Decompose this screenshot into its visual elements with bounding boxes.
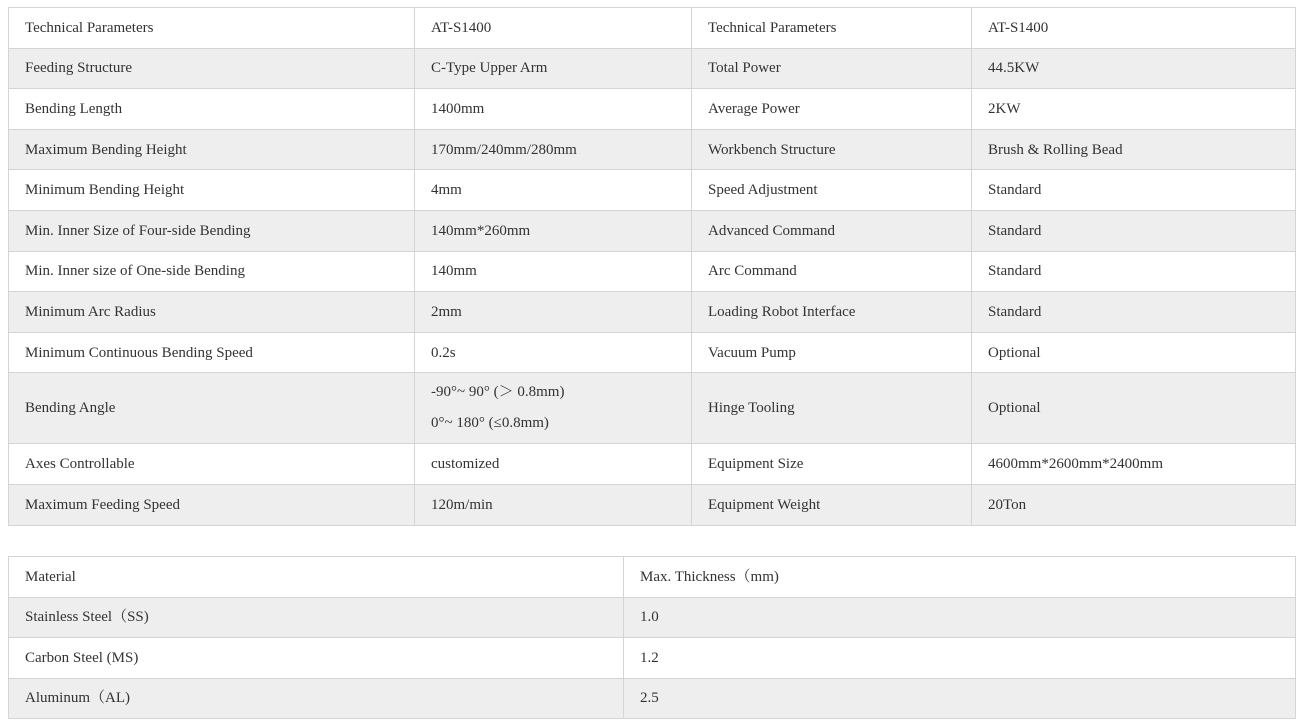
spec-cell: 140mm: [415, 251, 692, 292]
spec-cell: Hinge Tooling: [692, 373, 972, 444]
spec-row: [9, 8, 1296, 49]
spec-cell-line: 0°~ 180° (≤0.8mm): [431, 415, 549, 432]
spec-cell: Speed Adjustment: [692, 170, 972, 211]
spec-cell: Loading Robot Interface: [692, 292, 972, 333]
spec-cell: 120m/min: [415, 484, 692, 525]
spec-row: [9, 210, 1296, 251]
spec-cell-line: -90°~ 90° (＞ 0.8mm): [431, 384, 565, 401]
spec-cell: 0.2s: [415, 332, 692, 373]
material-row: [9, 638, 1296, 679]
spec-cell: [415, 373, 692, 444]
spec-cell: C-Type Upper Arm: [415, 48, 692, 89]
spec-row: [9, 129, 1296, 170]
spec-cell: Minimum Continuous Bending Speed: [9, 332, 415, 373]
material-cell: Stainless Steel（SS): [9, 597, 624, 638]
spec-cell: Workbench Structure: [692, 129, 972, 170]
spec-cell: Standard: [972, 210, 1296, 251]
spec-cell: Technical Parameters: [9, 8, 415, 49]
spec-cell: 44.5KW: [972, 48, 1296, 89]
material-row: [9, 557, 1296, 598]
spec-cell: Total Power: [692, 48, 972, 89]
spec-cell: Vacuum Pump: [692, 332, 972, 373]
spec-cell: Arc Command: [692, 251, 972, 292]
spec-cell: 2mm: [415, 292, 692, 333]
spec-cell: Feeding Structure: [9, 48, 415, 89]
spec-cell: customized: [415, 444, 692, 485]
material-cell: Aluminum（AL): [9, 678, 624, 719]
material-cell: Material: [9, 557, 624, 598]
spec-cell: Standard: [972, 251, 1296, 292]
spec-cell: Equipment Size: [692, 444, 972, 485]
spec-cell: Optional: [972, 332, 1296, 373]
spec-cell: AT-S1400: [415, 8, 692, 49]
spec-cell: Maximum Feeding Speed: [9, 484, 415, 525]
material-cell: Max. Thickness（mm): [624, 557, 1296, 598]
spec-cell: Advanced Command: [692, 210, 972, 251]
spec-cell: Average Power: [692, 89, 972, 130]
spec-cell: Min. Inner Size of Four-side Bending: [9, 210, 415, 251]
spec-cell: 140mm*260mm: [415, 210, 692, 251]
spec-row: [9, 170, 1296, 211]
spec-cell: Standard: [972, 292, 1296, 333]
spec-cell: 4mm: [415, 170, 692, 211]
spec-cell: Maximum Bending Height: [9, 129, 415, 170]
technical-parameters-body: [9, 8, 1296, 526]
spec-cell: 20Ton: [972, 484, 1296, 525]
spec-cell: Minimum Bending Height: [9, 170, 415, 211]
spec-row: [9, 444, 1296, 485]
spec-cell: Axes Controllable: [9, 444, 415, 485]
spec-row: [9, 484, 1296, 525]
spec-cell: Optional: [972, 373, 1296, 444]
spec-cell: Standard: [972, 170, 1296, 211]
spec-cell: Bending Angle: [9, 373, 415, 444]
material-row: [9, 597, 1296, 638]
spec-row: [9, 48, 1296, 89]
spec-cell: Brush & Rolling Bead: [972, 129, 1296, 170]
spec-row: [9, 251, 1296, 292]
spec-row: [9, 373, 1296, 444]
spec-cell: Bending Length: [9, 89, 415, 130]
material-thickness-table: [8, 556, 1296, 719]
spec-cell: Minimum Arc Radius: [9, 292, 415, 333]
spec-cell: Equipment Weight: [692, 484, 972, 525]
spec-row: [9, 332, 1296, 373]
spec-cell: 1400mm: [415, 89, 692, 130]
material-cell: 1.2: [624, 638, 1296, 679]
material-thickness-body: [9, 557, 1296, 719]
technical-parameters-table: [8, 7, 1296, 526]
spec-row: [9, 89, 1296, 130]
spec-cell: Technical Parameters: [692, 8, 972, 49]
material-cell: 1.0: [624, 597, 1296, 638]
spec-cell: 2KW: [972, 89, 1296, 130]
spec-cell: Min. Inner size of One-side Bending: [9, 251, 415, 292]
spec-cell: 4600mm*2600mm*2400mm: [972, 444, 1296, 485]
spec-cell: 170mm/240mm/280mm: [415, 129, 692, 170]
material-cell: Carbon Steel (MS): [9, 638, 624, 679]
spec-row: [9, 292, 1296, 333]
spec-cell: AT-S1400: [972, 8, 1296, 49]
material-cell: 2.5: [624, 678, 1296, 719]
material-row: [9, 678, 1296, 719]
